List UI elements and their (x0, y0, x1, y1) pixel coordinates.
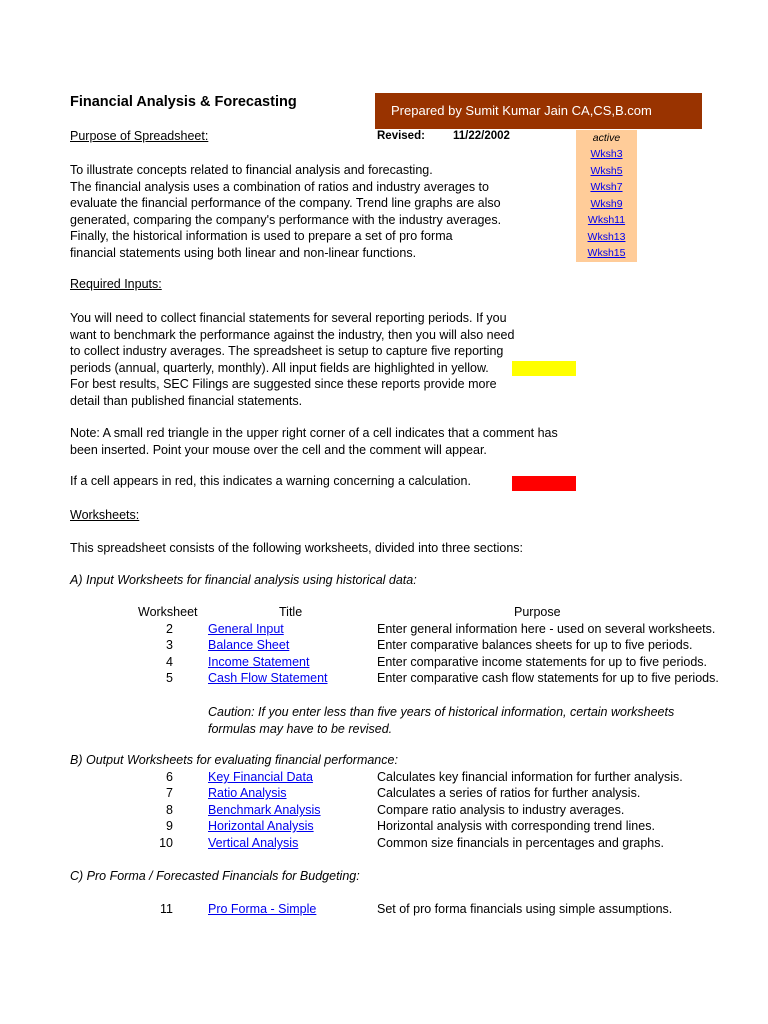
page-title: Financial Analysis & Forecasting (70, 94, 297, 110)
nav-link-wksh13[interactable]: Wksh13 (587, 231, 626, 243)
purpose-line: The financial analysis uses a combination of ratios and industry averages to (70, 179, 489, 194)
row-purpose: Common size financials in percentages and graphs. (377, 836, 664, 850)
purpose-line: To illustrate concepts related to financial analysis and forecasting. (70, 163, 433, 177)
row-purpose: Horizontal analysis with corresponding trend lines. (377, 819, 655, 833)
worksheet-link-balance-sheet[interactable]: Balance Sheet (208, 638, 290, 652)
worksheet-nav (576, 130, 637, 262)
row-number: 11 (160, 902, 173, 916)
nav-link-wksh15[interactable]: Wksh15 (587, 247, 626, 259)
warning-text: If a cell appears in red, this indicates a warning concerning a calculation. (70, 474, 471, 488)
prepared-by-banner: Prepared by Sumit Kumar Jain CA,CS,B.com (375, 93, 702, 129)
row-purpose: Compare ratio analysis to industry averages. (377, 803, 625, 817)
inputs-line: detail than published financial statements. (70, 393, 303, 408)
revised-label: Revised: (377, 130, 425, 142)
nav-link-wksh9[interactable]: Wksh9 (590, 198, 623, 210)
worksheet-link-key-financial-data[interactable]: Key Financial Data (208, 770, 313, 784)
row-purpose: Calculates a series of ratios for further analysis. (377, 786, 641, 800)
purpose-line: financial statements using both linear and non-linear functions. (70, 245, 417, 260)
row-number: 4 (166, 655, 173, 669)
row-purpose: Enter comparative income statements for up to five periods. (377, 655, 708, 669)
inputs-line: For best results, SEC Filings are suggested since these reports provide more (70, 377, 497, 391)
row-purpose: Calculates key financial information for further analysis. (377, 770, 683, 784)
row-number: 5 (166, 671, 173, 685)
note-line: Note: A small red triangle in the upper right corner of a cell indicates that a comment has (70, 426, 558, 440)
column-header-title: Title (279, 605, 303, 619)
row-purpose: Set of pro forma financials using simple assumptions. (377, 902, 673, 916)
worksheet-link-benchmark-analysis[interactable]: Benchmark Analysis (208, 803, 321, 817)
row-number: 3 (166, 638, 173, 652)
caution-text (208, 704, 675, 737)
purpose-text (70, 162, 501, 261)
row-purpose: Enter comparative cash flow statements for up to five periods. (377, 671, 719, 685)
section-a-heading: A) Input Worksheets for financial analysis using historical data: (70, 573, 417, 587)
inputs-line: to collect industry averages. The spreadsheet is setup to capture five reporting (70, 344, 504, 358)
purpose-line: generated, comparing the company's performance with the industry averages. (70, 212, 502, 227)
row-number: 6 (166, 770, 173, 784)
section-b-heading: B) Output Worksheets for evaluating financial performance: (70, 753, 398, 767)
nav-link-wksh3[interactable]: Wksh3 (590, 148, 623, 160)
caution-line: Caution: If you enter less than five years of historical information, certain worksheets (208, 705, 675, 719)
inputs-line: want to benchmark the performance against the industry, then you will also need (70, 327, 515, 342)
purpose-line: evaluate the financial performance of the company. Trend line graphs are also (70, 196, 501, 210)
column-header-purpose: Purpose (514, 605, 561, 619)
row-purpose: Enter comparative balances sheets for up to five periods. (377, 638, 693, 652)
note-text (70, 425, 558, 458)
worksheet-link-vertical-analysis[interactable]: Vertical Analysis (208, 836, 299, 850)
nav-link-wksh11[interactable]: Wksh11 (587, 214, 626, 226)
row-number: 7 (166, 786, 173, 800)
warning-swatch (512, 476, 576, 491)
note-line: been inserted. Point your mouse over the cell and the comment will appear. (70, 442, 487, 457)
section-c-heading: C) Pro Forma / Forecasted Financials for Budgeting: (70, 869, 360, 883)
row-number: 2 (166, 622, 173, 636)
worksheet-link-cash-flow-statement[interactable]: Cash Flow Statement (208, 671, 328, 685)
column-header-worksheet: Worksheet (138, 605, 198, 619)
row-number: 9 (166, 819, 173, 833)
inputs-line: periods (annual, quarterly, monthly). All input fields are highlighted in yellow. (70, 360, 489, 375)
caution-line: formulas may have to be revised. (208, 721, 393, 736)
worksheet-link-horizontal-analysis[interactable]: Horizontal Analysis (208, 819, 314, 833)
worksheet-link-general-input[interactable]: General Input (208, 622, 284, 636)
nav-link-wksh7[interactable]: Wksh7 (590, 181, 623, 193)
row-number: 10 (159, 836, 173, 850)
worksheets-intro: This spreadsheet consists of the following worksheets, divided into three sections: (70, 541, 524, 555)
nav-link-wksh5[interactable]: Wksh5 (590, 165, 623, 177)
worksheet-link-income-statement[interactable]: Income Statement (208, 655, 310, 669)
purpose-heading: Purpose of Spreadsheet: (70, 129, 209, 143)
row-number: 8 (166, 803, 173, 817)
inputs-line: You will need to collect financial statements for several reporting periods. If you (70, 311, 507, 325)
purpose-line: Finally, the historical information is used to prepare a set of pro forma (70, 229, 453, 243)
worksheet-link-ratio-analysis[interactable]: Ratio Analysis (208, 786, 287, 800)
row-purpose: Enter general information here - used on several worksheets. (377, 622, 716, 636)
worksheets-heading: Worksheets: (70, 508, 140, 522)
revised-date: 11/22/2002 (453, 130, 510, 142)
nav-active-label: active (592, 132, 621, 144)
inputs-text (70, 310, 514, 409)
input-highlight-swatch (512, 361, 576, 376)
worksheet-link-pro-forma-simple[interactable]: Pro Forma - Simple (208, 902, 317, 916)
inputs-heading: Required Inputs: (70, 277, 162, 291)
